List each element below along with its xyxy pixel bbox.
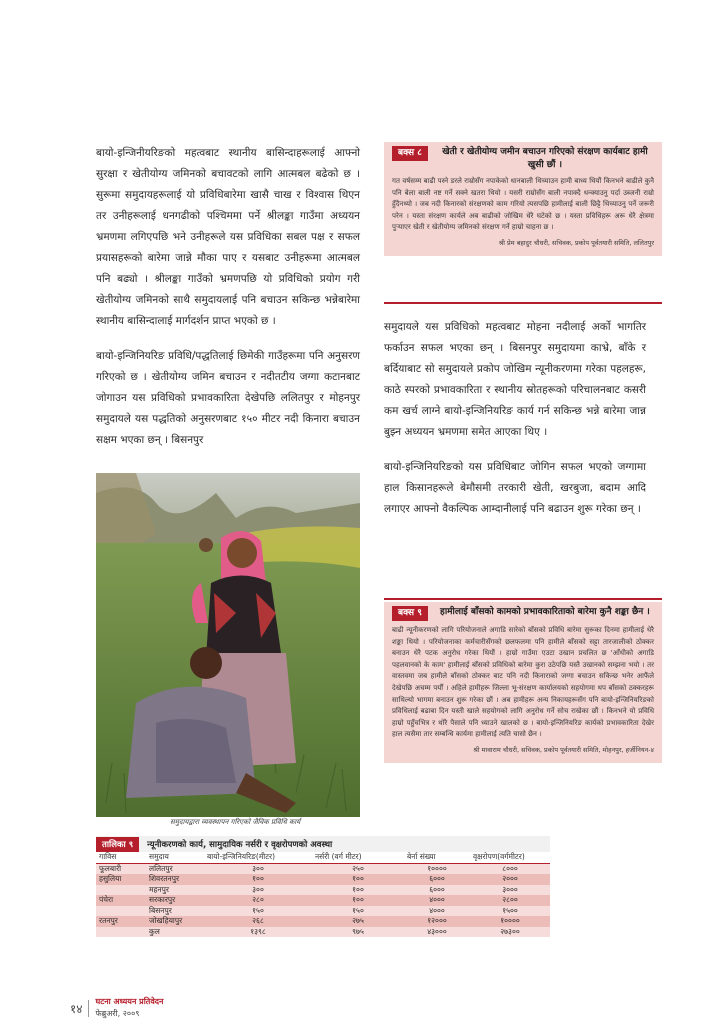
- table-cell: २५०: [312, 863, 404, 874]
- table-cell: १३९८: [204, 927, 312, 938]
- box-9-credit: श्री मावाराम चौधरी, सचिवक, प्रकोप पूर्वतयारी समिति, मोहनपुर, हर्जीनियन-४: [473, 745, 654, 754]
- table-cell: १५०: [312, 906, 404, 917]
- table-cell: १२०००: [404, 916, 470, 927]
- table-cell: २६८: [204, 916, 312, 927]
- table-cell: १००: [312, 895, 404, 906]
- table-header-row: [96, 852, 550, 863]
- table-header: गाविस: [96, 852, 146, 863]
- table-cell: जोखहियापुर: [146, 916, 204, 927]
- right-column: [384, 317, 646, 534]
- box-9-body: बाढी न्यूनीकरणको लागि परियोजनाले अगाडि सारेको बाँसको प्रविधि बारेमा सुरूका दिनमा हामीलाई धेरै शङ्का थियो । परियोजनाका कर्मचारीसँगको छलफलमा पनि हामीले बाँसको सट्टा तारजालीको ठोक्कर बनाउन धेरै पटक अनुरोध गरेका थियौं । हाम्रो गाउँमा एउटा उखान प्रचलित छ 'आँधीको अगाडि पहलवानको के काम' हामीलाई बाँसको प्रविधिको बारेमा कुरा उठेपछि यस्तै उखानको सम्झना भयो । तर वास्तवमा जब हामीले बाँसको ठोक्कर बाट पनि नदी किनाराको जग्गा बचाउन सकिन्छ भनेर आफैंले देखेपछि अचम्म पर्यौं । अहिले हामीहरू जिल्ला भू-संरक्षण कार्यालयको सहयोगमा थप बाँसको ठक्करहरू साथिल्यो भागमा बनाउन शुरू गरेका छौं । अब हामीहरू अन्य निकायहरूसँग पनि बायो-इन्जिनियरिङको प्रविधिलाई बढाबा दिन यस्ती खाले सहयोगको लागि अनुरोध गर्ने सोच राखेका छौं । किनभने यो प्रविधि हाम्रो पहुँचभित्र र थोरै पैसाले पनि ध्याउने खालको छ । बायो-इन्जिनियरिङ कार्यको प्रभावकारिता देखेर हाल त्यसैमा तार सम्बन्धि कार्यमा हामीलाई त्यति चासो छैन ।: [392, 626, 654, 739]
- table-cell: रतनपुर: [96, 916, 146, 927]
- table-cell: १५००: [470, 906, 550, 917]
- table-row: [96, 895, 550, 906]
- table-cell: २८००: [470, 895, 550, 906]
- table-cell: १५०: [204, 906, 312, 917]
- box-8-title: खेती र खेतीयोग्य जमीन बचाउन गरिएको संरक्षण कार्यबाट हामी खुसी छौं ।: [442, 147, 648, 170]
- table-row: [96, 874, 550, 885]
- box-8: [384, 142, 662, 256]
- table-cell: २८०: [204, 895, 312, 906]
- box-9-tag: बक्स ९: [392, 606, 428, 621]
- field-photo: [96, 473, 360, 817]
- table-header: वृक्षरोपण(वर्गमीटर): [470, 852, 550, 863]
- table-cell: २७३००: [470, 927, 550, 938]
- table-cell: पंचेरा: [96, 895, 146, 906]
- table-cell: १००: [312, 874, 404, 885]
- table-header: बायो-इन्जिनियरिङ(मीटर): [204, 852, 312, 863]
- table-header: नर्सरी (वर्ग मीटर): [312, 852, 404, 863]
- table-row: [96, 863, 550, 874]
- table-tag: तालिका ९: [96, 837, 139, 852]
- photo-caption: समुदायद्वारा व्यवस्थापन गरिएको जैविक प्रविधि कार्य: [170, 818, 301, 826]
- right-paragraph-1: समुदायले यस प्रविधिको महत्वबाट मोहना नदीलाई अर्को भागतिर फर्काउन सफल भएका छन् । बिसनपुर समुदायमा काभ्रे, बाँके र बर्दियाबाट सो समुदायले प्रकोप जोखिम न्यूनीकरणमा गरेका पहलहरू, काठे स्परको प्रभावकारिता र स्थानीय स्रोतहरूको परिचालनबाट कसरी कम खर्च लाग्ने बायो-इन्जिनियरिङ कार्य गर्न सकिन्छ भन्ने बारेमा जान्न बुझ्न अध्ययन भ्रमणमा समेत आएका थिए ।: [384, 321, 646, 438]
- table-cell: २७५: [312, 916, 404, 927]
- table-cell: १००: [204, 874, 312, 885]
- page-number: १४: [70, 1000, 89, 1017]
- box-8-body: गत वर्षसम्म बाढी पस्ने डरले राम्रोसँग नपाकेको धानबाली थिच्याउन हामी बाध्य थियौं किनभने बाढीले कुनै पनि बेला बाली नष्ट गर्ने सक्ने खतरा थियो । यसरी राम्रोसँग बाली नपाक्दै धन्क्याउनु पर्दा उब्जनी राम्रो हुँदैनथ्यो । जब नदी किनारको संरक्षणको काम गरियो त्यसपछि हामीलाई बाली छिट्टै थिच्याउनु पर्ने जरूरी परेन । यस्ता संरक्षण कार्यले अब बाढीको जोखिम धेरै घटेको छ । यस्ता प्रविधिहरू अरू धेरै क्षेत्रमा पुऱ्याएर खेती र खेतीयोग्य जमिनको संरक्षण गर्ने हाम्रो चाहना छ ।: [392, 177, 654, 232]
- table-header: समुदाय: [146, 852, 204, 863]
- table-cell: १००: [312, 885, 404, 896]
- table-row: [96, 906, 550, 917]
- box-8-bottom-rule: [384, 302, 662, 304]
- table-cell: ४३०००: [404, 927, 470, 938]
- table-row: [96, 885, 550, 896]
- table-cell: ३००: [204, 885, 312, 896]
- table-cell: महनपुर: [146, 885, 204, 896]
- table-cell: फूलबारी: [96, 863, 146, 874]
- table-cell: ललितपुर: [146, 863, 204, 874]
- table-cell: ८०००: [470, 863, 550, 874]
- table-cell: ४०००: [404, 895, 470, 906]
- report-title: घटना अध्ययन प्रतिवेदन: [95, 997, 164, 1006]
- box-9-header: [392, 606, 654, 621]
- table-cell: ३०००: [470, 885, 550, 896]
- table-cell: ३००: [204, 863, 312, 874]
- box-8-header: [392, 146, 654, 172]
- box-9-top-rule: [384, 598, 662, 600]
- table-cell: २०००: [470, 874, 550, 885]
- table-cell: सरकारपुर: [146, 895, 204, 906]
- table-cell: कुल: [146, 927, 204, 938]
- table-row: [96, 916, 550, 927]
- table-cell: [96, 885, 146, 896]
- table-total-row: [96, 927, 550, 938]
- table-title: न्यूनीकरणको कार्य, सामुदायिक नर्सरी र वृक्षरोपणको अवस्था: [147, 839, 333, 850]
- footer-text: [95, 996, 163, 1020]
- left-paragraph-2: बायो-इन्जिनियरिङ प्रविधि/पद्धतिलाई छिमेकी गाउँहरूमा पनि अनुसरण गरिएको छ । खेतीयोग्य जमिन बचाउन र नदीतटीय जग्गा कटानबाट जोगाउन यस प्रविधिको प्रभावकारिता देखेपछि ललितपुर र मोहनपुर समुदायले यस पद्धतिको अनुसरणबाट १५० मीटर नदी किनारा बचाउन सक्षम भएका छन् । बिसनपुर: [96, 350, 360, 446]
- table-cell: ९७५: [312, 927, 404, 938]
- table-cell: [96, 906, 146, 917]
- right-paragraph-2: बायो-इन्जिनियरिङको यस प्रविधिबाट जोगिन सफल भएको जग्गामा हाल किसानहरूले बेमौसमी तरकारी खेती, खरबुजा, बदाम आदि लगाएर आफ्नो वैकल्पिक आम्दानीलाई पनि बढाउन शुरू गरेका छन् ।: [384, 461, 646, 515]
- table-caption: [96, 836, 550, 852]
- table-cell: ६०००: [404, 874, 470, 885]
- box-8-credit: श्री प्रेम बहादुर चौधरी, सचिवक, प्रकोप पूर्वतयारी समिति, ललितपुर: [498, 238, 654, 247]
- data-table-section: [96, 836, 550, 937]
- page-footer: [70, 996, 164, 1020]
- table-cell: १००००: [470, 916, 550, 927]
- table-cell: ४०००: [404, 906, 470, 917]
- left-column: [96, 143, 360, 465]
- left-paragraph-1: बायो-इन्जिनीयरिङको महत्वबाट स्थानीय बासिन्दाहरूलाई आफ्नो सुरक्षा र खेतीयोग्य जमिनको बचावटको लागि आत्मबल बढेको छ । सुरूमा समुदायहरूलाई यो प्रविधिबारेमा खासै चाख र विश्वास थिएन तर उनीहरूलाई धनगढीको पश्चिममा पर्ने श्रीलङ्का गाउँमा अध्ययन भ्रमणमा लगिएपछि भने उनीहरूले यस प्रविधिका सबल पक्ष र सफल प्रयासहरूको बारेमा जान्ने मौका पाए र यसबाट उनीहरूमा आत्मबल पनि बढ्यो । श्रीलङ्का गाउँको भ्रमणपछि यो प्रविधिको प्रयोग गरी खेतीयोग्य जमिनको साथै समुदायलाई पनि बचाउन सकिन्छ भन्नेबारेमा स्थानीय बासिन्दालाई मार्गदर्शन प्राप्त भएको छ ।: [96, 147, 360, 327]
- table-cell: शिवरतनपुर: [146, 874, 204, 885]
- box-9: [384, 602, 662, 763]
- table-header: बेर्ना संख्या: [404, 852, 470, 863]
- table-cell: ६०००: [404, 885, 470, 896]
- field-photo-illustration: [96, 473, 360, 817]
- table-cell: हसुलिया: [96, 874, 146, 885]
- data-table: [96, 852, 550, 937]
- table-cell: बिसनपुर: [146, 906, 204, 917]
- box-8-tag: बक्स ८: [392, 146, 428, 161]
- box-9-title: हामीलाई बाँसको कामको प्रभावकारिताको बारेमा कुनै शङ्का छैन ।: [440, 607, 650, 617]
- table-cell: [96, 927, 146, 938]
- table-cell: १००००: [404, 863, 470, 874]
- report-date: फेब्रुअरी, २००९: [95, 1009, 140, 1018]
